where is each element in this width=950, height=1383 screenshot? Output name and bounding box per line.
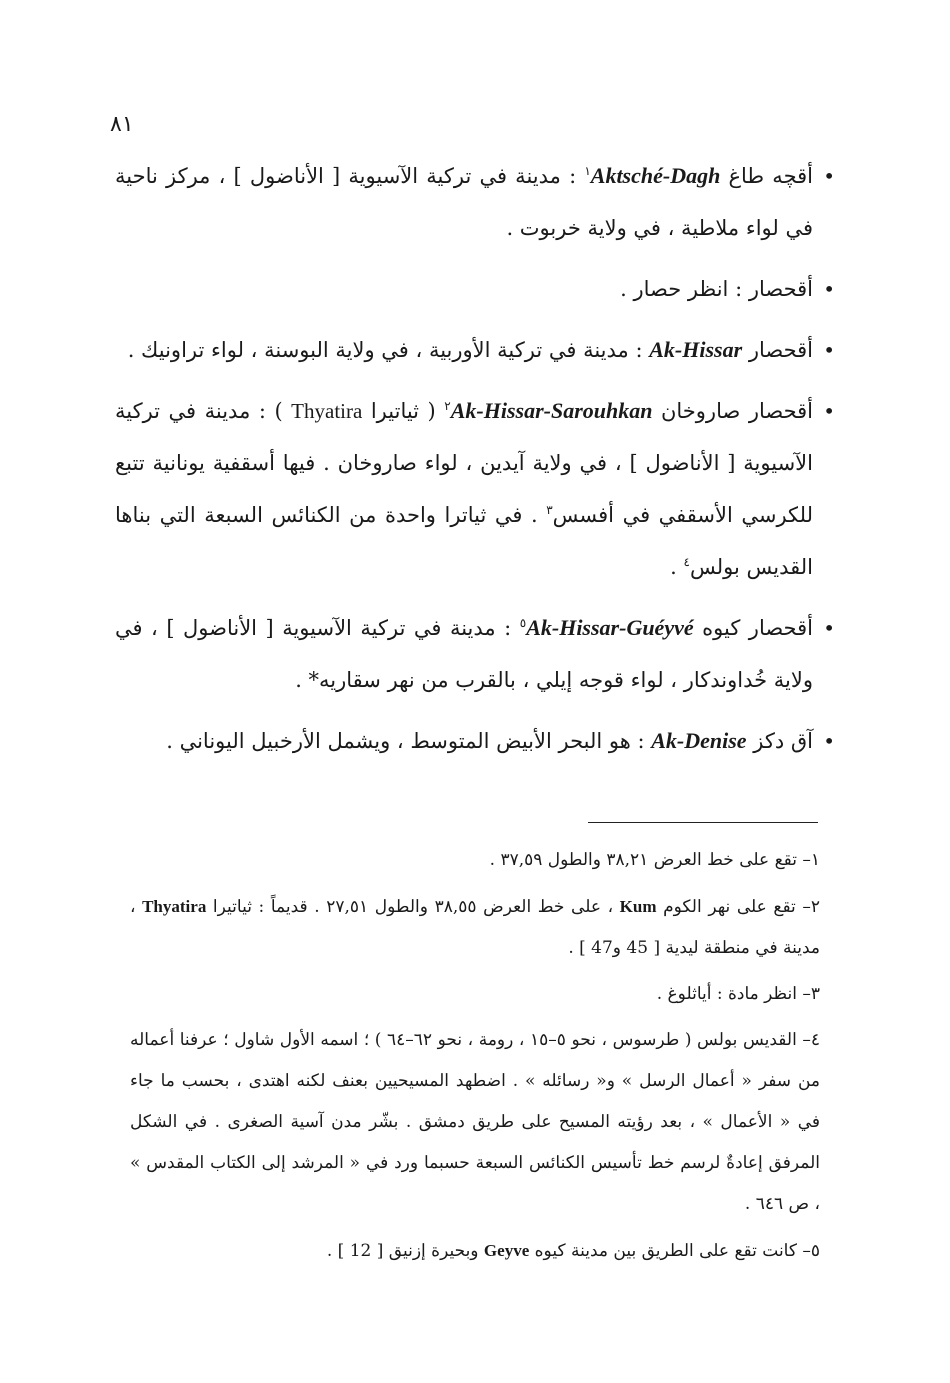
bullet-icon: • — [823, 164, 835, 188]
footnote-4: ٤– القديس بولس ( طرسوس ، نحو ٥–١٥ ، رومة ، نحو ٦٢–٦٤ ) ؛ اسمه الأول شاول ؛ عرفنا أعماله من سفر « أعمال الرسل » و« رسائله » . اضطهد المسيحيين بعنف لكنه اهتدى ، بحسب ما جاء في « الأعمال » ، بعد رؤيته المسيح على طريق دمشق . بشّر مدن آسية الصغرى . في الشكل المرفق إعادةٌ لرسم خط تأسيس الكنائس السبعة حسبما ورد في « المرشد إلى الكتاب المقدس » ، ص ٦٤٦ . — [130, 1030, 820, 1214]
entry-text: : مدينة في تركية الآسيوية [ الأناضول ] ، مركز ناحية في لواء ملاطية ، في ولاية خربوت . — [115, 164, 813, 240]
footnote-text: ٢– تقع على نهر الكوم — [656, 897, 821, 917]
footnote-ref: ٥ — [519, 616, 527, 630]
entry-latin-name: Aktsché-Dagh — [590, 163, 721, 188]
footnote-ref: ٤ — [683, 555, 690, 569]
page-number: ٨١ — [110, 112, 134, 137]
entry-text: ( ثياتيرا — [362, 399, 445, 423]
bullet-icon: • — [823, 338, 835, 362]
footnotes — [130, 840, 820, 1277]
entry-ak-hissar-gueyve — [115, 602, 835, 706]
footnote-1: ١– تقع على خط العرض ٣٨,٢١ والطول ٣٧,٥٩ . — [489, 850, 820, 870]
entry-latin-name: Ak-Denise — [651, 728, 747, 753]
gazetteer-entries — [115, 150, 835, 776]
footnote-ref: ١ — [584, 164, 591, 178]
entry-latin-name: Ak-Hissar — [649, 337, 743, 362]
bullet-icon: • — [823, 616, 835, 640]
footnote-text: ٥– كانت تقع على الطريق بين مدينة كيوه — [529, 1241, 820, 1261]
entry-latin-name: Ak-Hissar-Guéyvé — [526, 615, 694, 640]
entry-text: ) : مدينة في تركية الآسيوية [ الأناضول ] ، في ولاية آيدين ، لواء صاروخان . فيها أسقفية يونانية تتبع للكرسي الأسقفي في أفسس — [115, 399, 813, 527]
entry-text: : مدينة في تركية الأوربية ، في ولاية البوسنة ، لواء تراونيك . — [127, 338, 650, 362]
entry-text: . — [670, 555, 684, 579]
entry-heading: أقچه طاغ — [720, 164, 813, 188]
footnote-5 — [130, 1230, 820, 1272]
footnote-text: وبحيرة إزنيق [ 12 ] . — [326, 1241, 484, 1261]
entry-ak-hissar — [115, 324, 835, 376]
footnote-ref: ٢ — [444, 399, 451, 413]
entry-heading: أقحصار كيوه — [693, 616, 813, 640]
entry-ak-denise — [115, 715, 835, 767]
entry-heading: آق دكز — [746, 729, 813, 753]
entry-heading: أقحصار : انظر حصار . — [620, 277, 813, 301]
footnote-latin: Thyatira — [142, 897, 207, 916]
footnote-2 — [130, 886, 820, 969]
entry-akhissar-see-hissar — [115, 263, 835, 315]
footnote-latin: Kum — [619, 897, 657, 916]
entry-heading: أقحصار صاروخان — [652, 399, 814, 423]
entry-ak-hissar-sarouhkan — [115, 385, 835, 593]
footnote-latin: Geyve — [483, 1241, 530, 1260]
entry-text: : هو البحر الأبيض المتوسط ، ويشمل الأرخبيل اليوناني . — [166, 729, 652, 753]
entry-text: . في ثياترا واحدة من الكنائس السبعة التي بناها القديس بولس — [115, 503, 813, 579]
bullet-icon: • — [823, 399, 835, 423]
entry-text: : مدينة في تركية الآسيوية [ الأناضول ] ، في ولاية خُداوندكار ، لواء قوجه إيلي ، بالقرب من نهر سقاريه* . — [115, 616, 813, 692]
footnote-ref: ٣ — [546, 503, 553, 517]
entry-aktsche-dagh — [115, 150, 835, 254]
footnote-divider — [588, 822, 818, 823]
footnote-text: ، مدينة في منطقة ليدية [ 45 و47 ] . — [130, 897, 820, 958]
bullet-icon: • — [823, 277, 835, 301]
entry-heading: أقحصار — [742, 338, 813, 362]
entry-latin-alt-name: Thyatira — [291, 399, 363, 423]
footnote-3: ٣– انظر مادة : أياثلوغ . — [656, 984, 820, 1004]
footnote-text: ، على خط العرض ٣٨,٥٥ والطول ٢٧,٥١ . قديماً : ثياتيرا — [206, 897, 620, 917]
bullet-icon: • — [823, 729, 835, 753]
entry-latin-name: Ak-Hissar-Sarouhkan — [450, 398, 653, 423]
